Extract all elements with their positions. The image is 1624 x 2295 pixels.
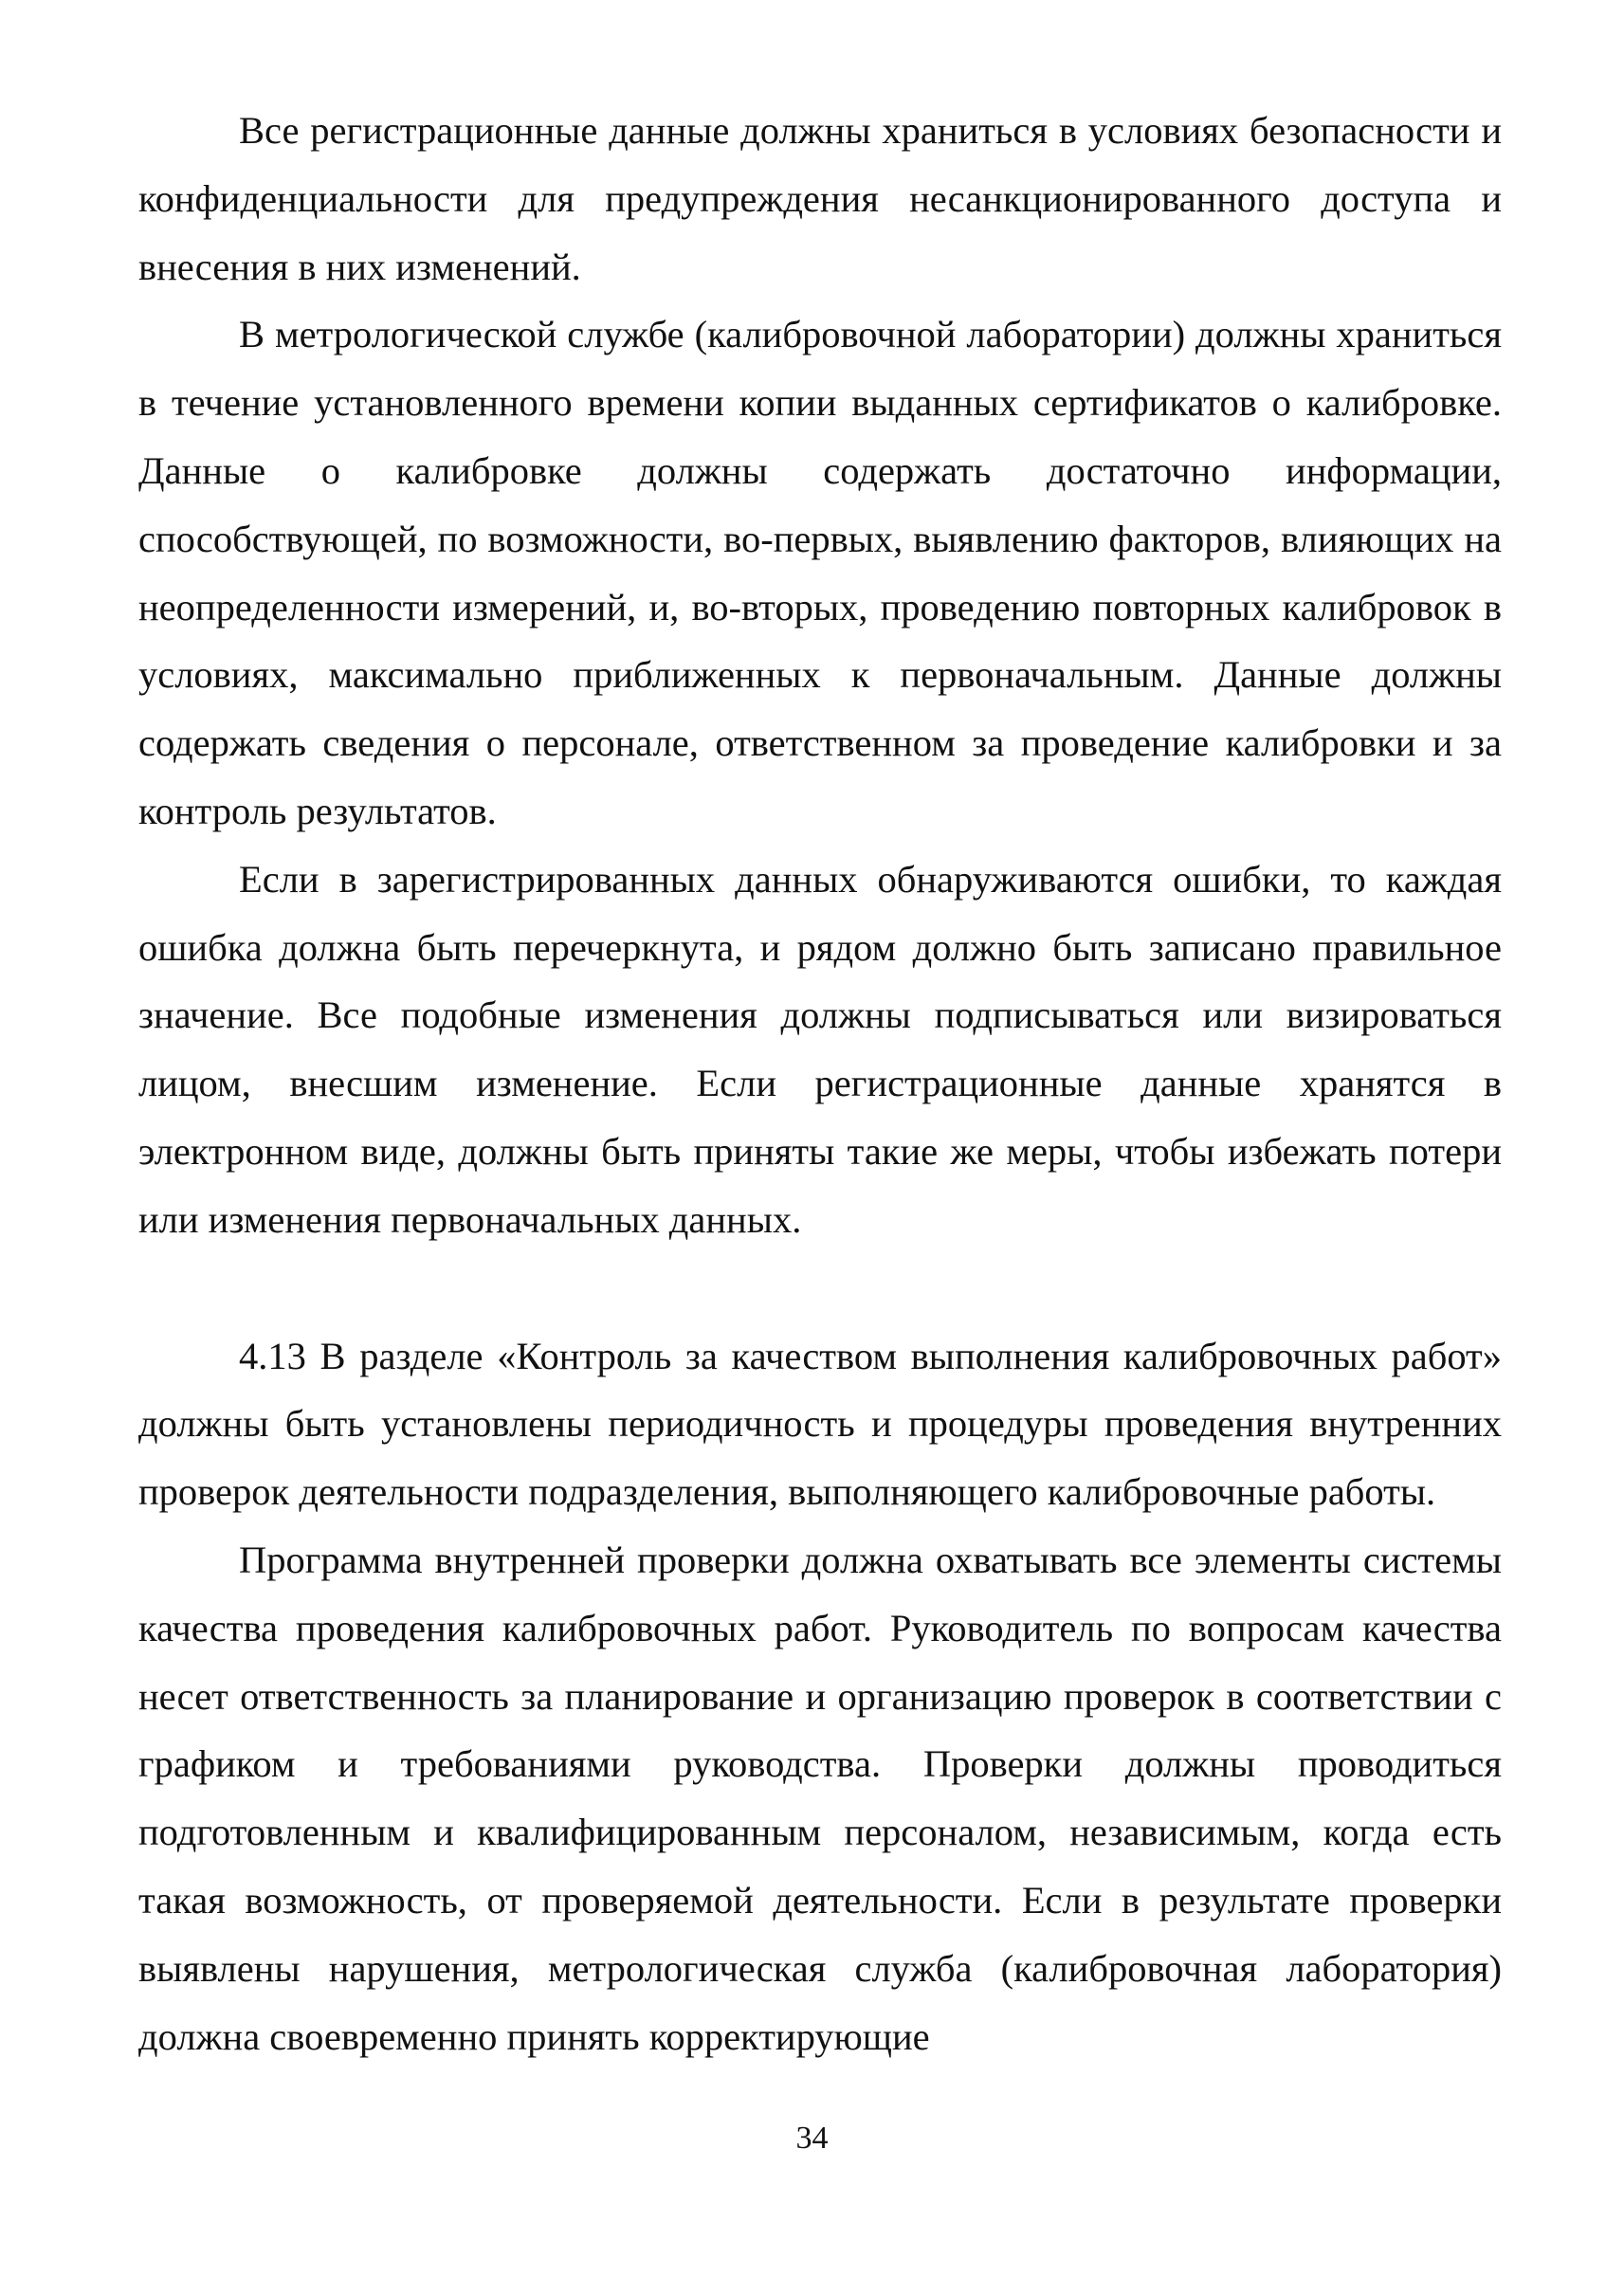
page-number: 34 [795, 2121, 829, 2156]
paragraph-section-4-13: 4.13 В разделе «Контроль за качеством выполнения калибровочных работ» должны быть установлены периодичность и процедуры проведения внутренних проверок деятельности подразделения, выполняющего калибровочные работы. [138, 1334, 1502, 1514]
section-spacer [138, 1254, 1502, 1322]
paragraph-calibration-records: В метрологической службе (калибровочной лаборатории) должны храниться в течение установленного времени копии выданных сертификатов о калибровке. Данные о калибровке должны содержать достаточно информации, способствующей, по возможности, во-первых, выявлению факторов, влияющих на неопределенности измерений, и, во-вторых, проведению повторных калибровок в условиях, максимально приближенных к первоначальным. Данные должны содержать сведения о персонале, ответственном за проведение калибровки и за контроль результатов. [138, 313, 1502, 832]
paragraph-internal-audit-program: Программа внутренней проверки должна охватывать все элементы системы качества проведения калибровочных работ. Руководитель по вопросам качества несет ответственность за планирование и организацию проверок в соответствии с графиком и требованиями руководства. Проверки должны проводиться подготовленным и квалифицированным персоналом, независимым, когда есть такая возможность, от проверяемой деятельности. Если в результате проверки выявлены нарушения, метрологическая служба (калибровочная лаборатория) должна своевременно принять корректирующие [138, 1538, 1502, 2058]
body-text [138, 97, 1502, 2070]
paragraph-records-security: Все регистрационные данные должны храниться в условиях безопасности и конфиденциальности для предупреждения несанкционированного доступа и внесения в них изменений. [138, 109, 1502, 288]
paragraph-error-correction: Если в зарегистрированных данных обнаруживаются ошибки, то каждая ошибка должна быть перечеркнута, и рядом должно быть записано правильное значение. Все подобные изменения должны подписываться или визироваться лицом, внесшим изменение. Если регистрационные данные хранятся в электронном виде, должны быть приняты такие же меры, чтобы избежать потери или изменения первоначальных данных. [138, 857, 1502, 1241]
